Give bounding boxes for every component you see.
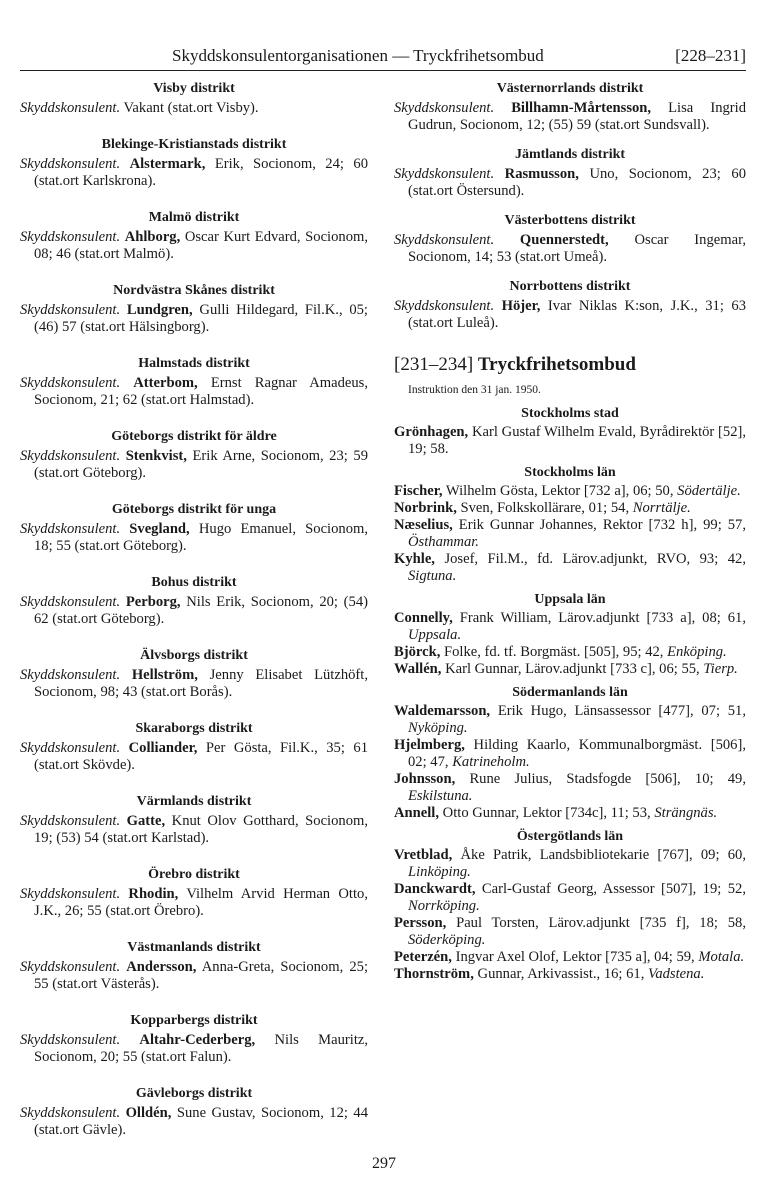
entry-name: Norbrink,	[394, 500, 457, 516]
entry	[394, 517, 746, 551]
entry-details: Rune Julius, Stadsfogde [506], 10; 49,	[469, 771, 746, 787]
entry	[20, 302, 368, 336]
entry	[394, 298, 746, 332]
entry-details: Karl Gustaf Wilhelm Evald, Byrådirektör [52], 19; 58.	[408, 424, 747, 457]
entry	[394, 166, 746, 200]
entry-name: Rhodin,	[128, 886, 179, 902]
entry-details: Nils Erik, Socionom, 20; (54) 62 (stat.ort Göteborg).	[34, 594, 368, 627]
entry	[20, 813, 368, 847]
district-heading: Visby distrikt	[153, 81, 235, 96]
entry	[394, 949, 746, 966]
county-heading: Stockholms län	[524, 465, 616, 480]
entry-name: Rasmusson,	[504, 166, 579, 182]
entry-place: Motala.	[698, 949, 745, 965]
entry-name: Höjer,	[501, 298, 541, 314]
entry	[394, 847, 746, 881]
entry	[394, 703, 746, 737]
entry-name: Lundgren,	[126, 302, 193, 318]
entry	[394, 551, 746, 585]
entry-place: Katrineholm.	[452, 754, 530, 770]
entry-details: Ernst Ragnar Amadeus, Socionom, 21; 62 (stat.ort Halmstad).	[34, 375, 368, 408]
entry-name: Gatte,	[126, 813, 166, 829]
entry-name: Fischer,	[394, 483, 443, 499]
entry	[394, 500, 746, 517]
entry	[20, 886, 368, 920]
entry-details: Folke, fd. tf. Borgmäst. [505], 95; 42,	[444, 644, 664, 660]
entry-details: Knut Olov Gotthard, Socionom, 19; (53) 54 (stat.ort Karlstad).	[34, 813, 368, 846]
district-heading: Örebro distrikt	[148, 867, 240, 882]
entry-details: Erik Gunnar Johannes, Rektor [732 h], 99; 57,	[458, 517, 746, 533]
entry	[394, 610, 746, 644]
district-heading: Jämtlands distrikt	[514, 147, 626, 162]
entry-details: Gulli Hildegard, Fil.K., 05; (46) 57 (stat.ort Hälsingborg).	[34, 302, 368, 335]
entry	[394, 737, 746, 771]
entry	[394, 915, 746, 949]
entry-details: Erik, Socionom, 24; 60 (stat.ort Karlskrona).	[34, 156, 368, 189]
entry	[20, 1032, 368, 1066]
entry-place: Eskilstuna.	[408, 788, 473, 804]
entry-details: Ingvar Axel Olof, Lektor [735 a], 04; 59,	[455, 949, 695, 965]
entry-place: Östhammar.	[408, 534, 479, 550]
entry-details: Wilhelm Gösta, Lektor [732 a], 06; 50,	[445, 483, 674, 499]
entry	[394, 424, 746, 458]
entry-details: Gunnar, Arkivassist., 16; 61,	[477, 966, 645, 982]
entry-name: Johnsson,	[394, 771, 456, 787]
right-column	[394, 78, 746, 983]
entry-name: Wallén,	[394, 661, 442, 677]
entry-details: Åke Patrik, Landsbibliotekarie [767], 09; 60,	[460, 847, 746, 863]
entry-details: Vakant (stat.ort Visby).	[123, 100, 259, 116]
entry	[394, 881, 746, 915]
page-number: 297	[372, 1155, 396, 1172]
ombud-list	[394, 405, 746, 983]
entry-details: Sven, Folkskollärare, 01; 54,	[460, 500, 630, 516]
entry	[394, 232, 746, 266]
district-heading: Blekinge-Kristianstads distrikt	[101, 137, 287, 152]
entry	[20, 229, 368, 263]
entry-details: Ivar Niklas K:son, J.K., 31; 63 (stat.ort Luleå).	[408, 298, 746, 331]
entry	[20, 100, 368, 117]
entry-name: Danckwardt,	[394, 881, 476, 897]
entry-place: Norrköping.	[408, 898, 480, 914]
entry	[394, 771, 746, 805]
entry-name: Björck,	[394, 644, 441, 660]
running-header	[20, 44, 746, 71]
entry-role: Skyddskonsulent.	[20, 740, 121, 756]
entry-role: Skyddskonsulent.	[394, 232, 495, 248]
entry-details: Sune Gustav, Socionom, 12; 44 (stat.ort Gävle).	[34, 1105, 369, 1138]
entry-role: Skyddskonsulent.	[394, 100, 495, 116]
entry-details: Otto Gunnar, Lektor [734c], 11; 53,	[442, 805, 651, 821]
entry-name: Altahr-Cederberg,	[139, 1032, 256, 1048]
entry-name: Hellström,	[131, 667, 198, 683]
entry-role: Skyddskonsulent.	[20, 959, 121, 975]
entry-name: Alstermark,	[129, 156, 206, 172]
entry-details: Karl Gunnar, Lärov.adjunkt [733 c], 06; 55,	[445, 661, 700, 677]
entry	[20, 740, 368, 774]
entry-name: Waldemarsson,	[394, 703, 491, 719]
entry-place: Uppsala.	[408, 627, 462, 643]
entry-name: Stenkvist,	[125, 448, 187, 464]
entry-place: Vadstena.	[648, 966, 705, 982]
entry	[20, 375, 368, 409]
district-heading: Göteborgs distrikt för unga	[111, 502, 277, 517]
entry-name: Quennerstedt,	[519, 232, 609, 248]
entry	[20, 594, 368, 628]
entry-name: Kyhle,	[394, 551, 435, 567]
entry-role: Skyddskonsulent.	[20, 302, 121, 318]
entry-name: Perborg,	[125, 594, 181, 610]
entry-details: Per Gösta, Fil.K., 35; 61 (stat.ort Skövde).	[34, 740, 368, 773]
section-range: [231–234]	[394, 354, 474, 375]
entry-role: Skyddskonsulent.	[20, 375, 121, 391]
entry-name: Vretblad,	[394, 847, 453, 863]
entry-name: Peterzén,	[394, 949, 452, 965]
entry-details: Frank William, Lärov.adjunkt [733 a], 08; 61,	[459, 610, 746, 626]
entry-role: Skyddskonsulent.	[20, 100, 121, 116]
district-heading: Västmanlands distrikt	[127, 940, 261, 955]
entry-name: Connelly,	[394, 610, 453, 626]
entry	[394, 661, 746, 678]
instruction-note: Instruktion den 31 jan. 1950.	[408, 384, 541, 396]
entry-role: Skyddskonsulent.	[20, 521, 121, 537]
entry-role: Skyddskonsulent.	[20, 667, 121, 683]
entry-role: Skyddskonsulent.	[20, 448, 121, 464]
header-section-range: [228–231]	[675, 46, 746, 65]
entry	[394, 966, 746, 983]
entry	[394, 100, 746, 134]
entry	[20, 448, 368, 482]
section-heading	[394, 354, 746, 376]
county-heading: Södermanlands län	[512, 685, 628, 700]
district-heading: Nordvästra Skånes distrikt	[113, 283, 275, 298]
district-heading: Malmö distrikt	[148, 210, 240, 225]
entry-details: Lisa Ingrid Gudrun, Socionom, 12; (55) 59 (stat.ort Sundsvall).	[408, 100, 746, 133]
entry-name: Persson,	[394, 915, 447, 931]
entry-details: Hugo Emanuel, Socionom, 18; 55 (stat.ort Göteborg).	[34, 521, 368, 554]
entry-name: Andersson,	[126, 959, 197, 975]
entry-details: Paul Torsten, Lärov.adjunkt [735 f], 18; 58,	[456, 915, 746, 931]
entry-details: Oscar Ingemar, Socionom, 14; 53 (stat.ort Umeå).	[408, 232, 746, 265]
entry-role: Skyddskonsulent.	[20, 1032, 121, 1048]
entry-details: Erik Arne, Socionom, 23; 59 (stat.ort Göteborg).	[34, 448, 368, 481]
entry-name: Grönhagen,	[394, 424, 469, 440]
district-list	[394, 80, 746, 332]
entry-name: Ahlborg,	[124, 229, 181, 245]
district-heading: Gävleborgs distrikt	[135, 1086, 253, 1101]
entry-details: Hilding Kaarlo, Kommunalborgmäst. [506], 02; 47,	[408, 737, 746, 770]
entry-role: Skyddskonsulent.	[20, 594, 121, 610]
district-heading: Älvsborgs distrikt	[140, 648, 248, 663]
entry-role: Skyddskonsulent.	[20, 1105, 121, 1121]
entry-details: Jenny Elisabet Lützhöft, Socionom, 98; 43 (stat.ort Borås).	[34, 667, 368, 700]
entry	[20, 667, 368, 701]
entry-place: Tierp.	[703, 661, 738, 677]
county-heading: Uppsala län	[534, 592, 606, 607]
entry-name: Annell,	[394, 805, 440, 821]
entry-name: Billhamn-Mårtensson,	[511, 100, 652, 116]
county-heading: Stockholms stad	[521, 406, 619, 421]
entry-place: Sigtuna.	[408, 568, 457, 584]
district-heading: Bohus distrikt	[151, 575, 237, 590]
entry	[394, 483, 746, 500]
entry-role: Skyddskonsulent.	[394, 298, 495, 314]
entry-place: Linköping.	[408, 864, 471, 880]
section-title: Tryckfrihetsombud	[477, 354, 636, 375]
district-heading: Kopparbergs distrikt	[130, 1013, 258, 1028]
entry	[20, 156, 368, 190]
district-heading: Västerbottens distrikt	[504, 213, 636, 228]
entry-role: Skyddskonsulent.	[20, 229, 121, 245]
entry-role: Skyddskonsulent.	[20, 886, 121, 902]
entry-name: Olldén,	[125, 1105, 172, 1121]
district-heading: Västernorrlands distrikt	[496, 81, 644, 96]
header-title: Skyddskonsulentorganisationen — Tryckfrihetsombud	[172, 46, 544, 65]
entry	[394, 805, 746, 822]
entry-name: Colliander,	[128, 740, 198, 756]
entry-role: Skyddskonsulent.	[394, 166, 495, 182]
entry-details: Vilhelm Arvid Herman Otto, J.K., 26; 55 (stat.ort Örebro).	[34, 886, 368, 919]
entry-place: Norrtälje.	[632, 500, 691, 516]
entry-details: Uno, Socionom, 23; 60 (stat.ort Östersund).	[408, 166, 746, 199]
entry-place: Strängnäs.	[654, 805, 718, 821]
entry-details: Anna-Greta, Socionom, 25; 55 (stat.ort Västerås).	[34, 959, 369, 992]
entry	[394, 644, 746, 661]
entry-place: Söderköping.	[408, 932, 486, 948]
district-heading: Halmstads distrikt	[138, 356, 250, 371]
entry-details: Nils Mauritz, Socionom, 20; 55 (stat.ort Falun).	[34, 1032, 368, 1065]
entry-role: Skyddskonsulent.	[20, 156, 121, 172]
entry	[20, 521, 368, 555]
entry-details: Erik Hugo, Länsassessor [477], 07; 51,	[497, 703, 746, 719]
district-heading: Skaraborgs distrikt	[135, 721, 253, 736]
entry-name: Næselius,	[394, 517, 453, 533]
entry-name: Svegland,	[129, 521, 190, 537]
district-heading: Norrbottens distrikt	[509, 279, 631, 294]
entry-place: Enköping.	[667, 644, 727, 660]
entry-details: Carl-Gustaf Georg, Assessor [507], 19; 52,	[481, 881, 746, 897]
entry-role: Skyddskonsulent.	[20, 813, 121, 829]
entry-details: Josef, Fil.M., fd. Lärov.adjunkt, RVO, 93; 42,	[444, 551, 747, 567]
entry-name: Thornström,	[394, 966, 474, 982]
county-heading: Östergötlands län	[516, 829, 624, 844]
entry-place: Södertälje.	[677, 483, 741, 499]
left-column	[20, 78, 368, 1139]
district-heading: Göteborgs distrikt för äldre	[111, 429, 277, 444]
district-heading: Värmlands distrikt	[136, 794, 252, 809]
entry-place: Nyköping.	[408, 720, 468, 736]
entry-details: Oscar Kurt Edvard, Socionom, 08; 46 (stat.ort Malmö).	[34, 229, 369, 262]
entry-name: Hjelmberg,	[394, 737, 465, 753]
entry	[20, 959, 368, 993]
entry-name: Atterbom,	[133, 375, 198, 391]
entry	[20, 1105, 368, 1139]
